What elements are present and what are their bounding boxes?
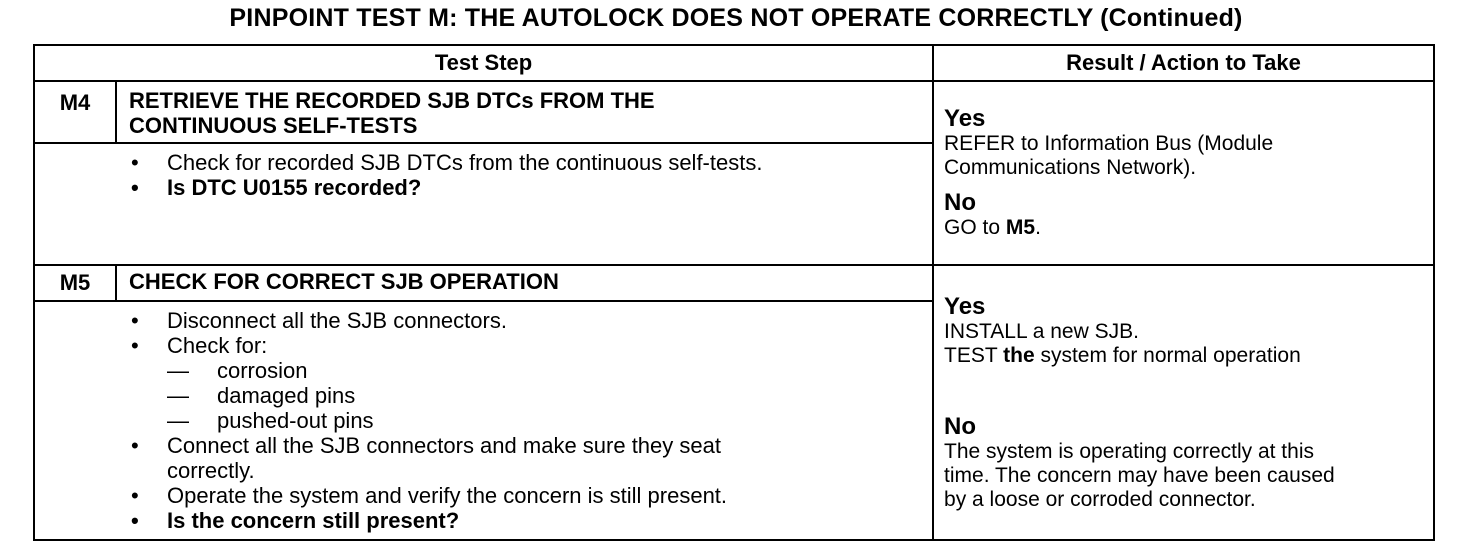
m5-yes-line2-prefix: TEST xyxy=(944,343,1004,367)
pinpoint-test-table xyxy=(33,44,1435,541)
table-header-row xyxy=(34,45,1434,81)
m5-bullet-5: • Is the concern still present? xyxy=(35,508,932,533)
m4-no-target: M5 xyxy=(1005,216,1036,239)
step-m4-heading xyxy=(116,81,933,143)
m5-bullet-3-line2: correctly. xyxy=(167,458,255,483)
m5-dash-1-text: corrosion xyxy=(217,358,308,383)
header-result-action: Result / Action to Take xyxy=(933,45,1434,81)
m5-no-label: No xyxy=(944,412,977,440)
m5-dash-2-text: damaged pins xyxy=(217,383,356,408)
m5-dash-3 xyxy=(35,408,932,433)
step-m4-heading-row xyxy=(34,81,1434,143)
m5-dash-2 xyxy=(35,383,932,408)
step-m5-result xyxy=(933,265,1434,540)
step-m5-heading-row xyxy=(34,265,1434,301)
m4-no-label: No xyxy=(944,189,977,216)
m5-dash-1 xyxy=(35,358,932,383)
m5-no-line1: The system is operating correctly at this xyxy=(944,439,1314,463)
step-id-m4: M4 xyxy=(34,81,116,143)
m5-yes-label: Yes xyxy=(944,292,986,320)
m4-yes-line1: REFER to Information Bus (Module xyxy=(944,132,1274,155)
dash-mark: — xyxy=(167,408,189,433)
m5-no-line2: time. The concern may have been caused xyxy=(944,463,1335,487)
m4-bullet-1: • Check for recorded SJB DTCs from the continuous self-tests. xyxy=(35,150,932,175)
m5-bullet-3 xyxy=(35,433,932,483)
step-id-m5: M5 xyxy=(34,265,116,301)
m4-no-end: . xyxy=(1035,216,1041,239)
header-test-step: Test Step xyxy=(34,45,933,81)
step-m4-heading-line1: RETRIEVE THE RECORDED SJB DTCs FROM THE xyxy=(129,88,655,113)
m5-yes-line2-bold: the xyxy=(1003,343,1035,367)
step-m4-body xyxy=(34,143,933,265)
page-title: PINPOINT TEST M: THE AUTOLOCK DOES NOT OPERATE CORRECTLY (Continued) xyxy=(229,4,1243,32)
step-m5-body xyxy=(34,301,933,540)
m5-yes-line2-suffix: system for normal operation xyxy=(1034,343,1301,367)
step-m5-heading: CHECK FOR CORRECT SJB OPERATION xyxy=(116,265,933,301)
m4-yes-line2: Communications Network). xyxy=(944,156,1197,179)
m5-bullet-2: • Check for: xyxy=(35,333,932,358)
m5-yes-line1: INSTALL a new SJB. xyxy=(944,319,1139,343)
m5-bullet-3-line1: • Connect all the SJB connectors and make sure they seat xyxy=(167,433,721,458)
m5-bullet-4: • Operate the system and verify the concern is still present. xyxy=(35,483,932,508)
m4-no-line xyxy=(944,216,1425,240)
m5-yes-line2 xyxy=(944,344,1425,368)
m5-bullet-1: • Disconnect all the SJB connectors. xyxy=(35,308,932,333)
m5-dash-3-text: pushed-out pins xyxy=(217,408,374,433)
m4-no-text: GO to xyxy=(944,216,1006,239)
step-m4-result xyxy=(933,81,1434,265)
dash-mark: — xyxy=(167,358,189,383)
m4-yes-label: Yes xyxy=(944,105,986,132)
step-m4-heading-line2: CONTINUOUS SELF-TESTS xyxy=(129,113,418,138)
dash-mark: — xyxy=(167,383,189,408)
m5-no-line3: by a loose or corroded connector. xyxy=(944,487,1256,511)
m4-bullet-2: • Is DTC U0155 recorded? xyxy=(35,175,932,200)
